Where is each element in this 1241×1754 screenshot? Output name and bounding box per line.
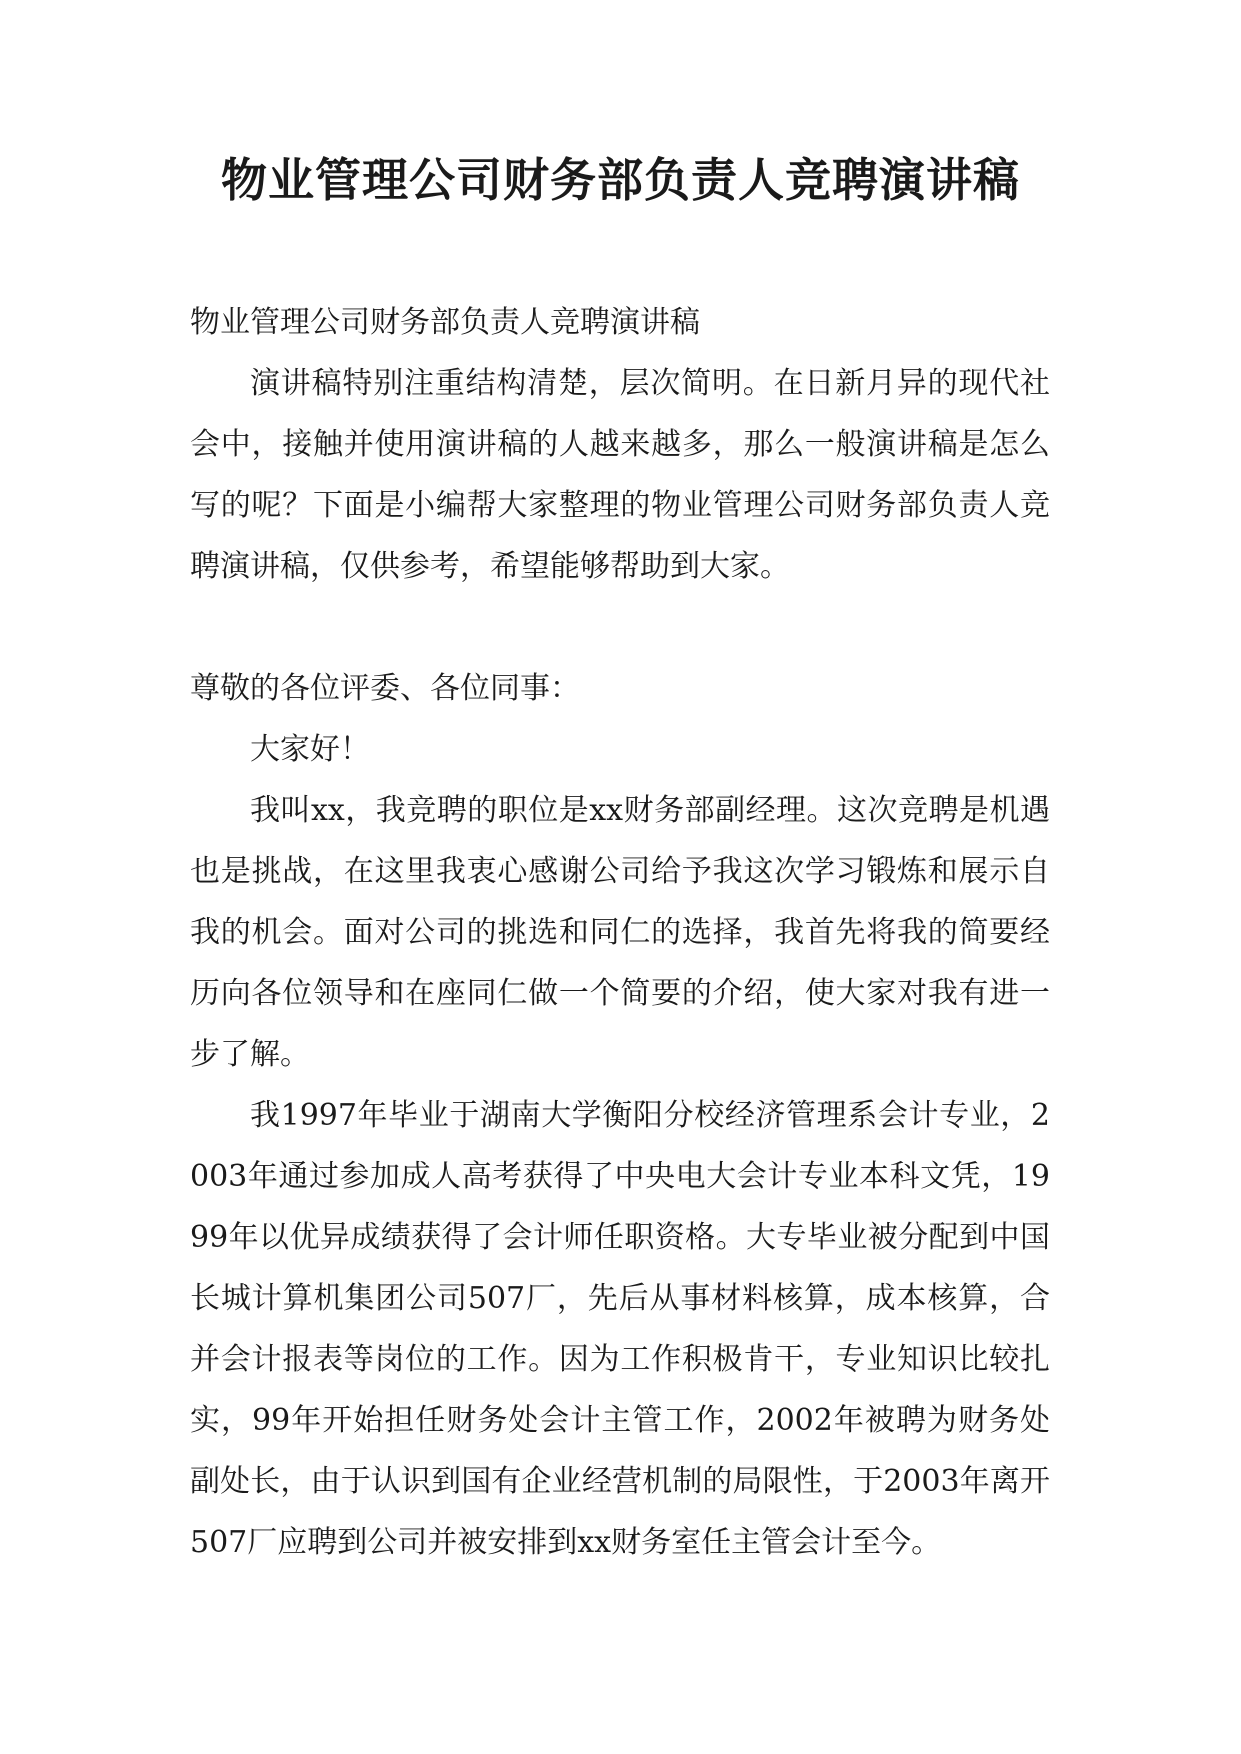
career-history-paragraph: 我1997年毕业于湖南大学衡阳分校经济管理系会计专业，2003年通过参加成人高考获得了中央电大会计专业本科文凭，1999年以优异成绩获得了会计师任职资格。大专毕业被分配到中国长城计算机集团公司507厂，先后从事材料核算，成本核算，合并会计报表等岗位的工作。因为工作积极肯干，专业知识比较扎实，99年开始担任财务处会计主管工作，2002年被聘为财务处副处长，由于认识到国有企业经营机制的局限性，于2003年离开507厂应聘到公司并被安排到xx财务室任主管会计至今。 [190,1098,1050,1560]
intro-paragraph: 演讲稿特别注重结构清楚，层次简明。在日新月异的现代社会中，接触并使用演讲稿的人越来越多，那么一般演讲稿是怎么写的呢？下面是小编帮大家整理的物业管理公司财务部负责人竞聘演讲稿，仅供参考，希望能够帮助到大家。 [190,366,1050,584]
paragraph-spacer [190,597,1050,658]
document-body [190,292,1050,1573]
salutation: 尊敬的各位评委、各位同事： [190,671,580,706]
self-introduction-paragraph: 我叫xx，我竞聘的职位是xx财务部副经理。这次竞聘是机遇也是挑战，在这里我衷心感谢公司给予我这次学习锻炼和展示自我的机会。面对公司的挑选和同仁的选择，我首先将我的简要经历向各位领导和在座同仁做一个简要的介绍，使大家对我有进一步了解。 [190,793,1050,1072]
document-title: 物业管理公司财务部负责人竞聘演讲稿 [221,153,1020,207]
document-subtitle: 物业管理公司财务部负责人竞聘演讲稿 [190,305,700,340]
greeting: 大家好！ [250,732,370,767]
